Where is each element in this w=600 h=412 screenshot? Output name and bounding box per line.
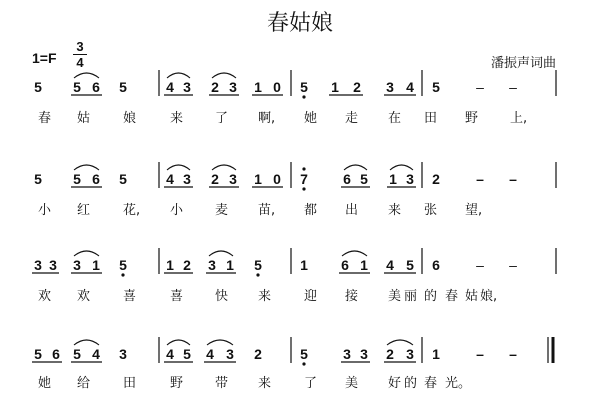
sustain-dash: – [476,257,484,273]
lyric-character: 美 [345,376,359,391]
lyric-character: 来 [258,289,272,304]
slur [74,251,99,256]
slur [74,73,99,78]
lyric-character: 姑 [465,289,479,304]
note-number: 6 [92,79,100,95]
note-number: 5 [119,79,127,95]
note-number: 5 [73,79,81,95]
lyric-character: 张 [424,203,438,218]
note-number: 2 [254,346,262,362]
note-number: 1 [254,79,262,95]
note-number: 3 [229,79,237,95]
lyric-character: 田 [424,111,438,126]
note-number: 0 [273,79,281,95]
note-number: 3 [183,79,191,95]
lyric-character: 喜 [123,289,137,304]
note-number: 3 [49,257,57,273]
note-number: 1 [92,257,100,273]
lyric-character: 花, [123,203,141,218]
note-number: 4 [92,346,100,362]
note-number: 5 [406,257,414,273]
note-number: 5 [73,171,81,187]
note-number: – [476,346,484,362]
sustain-dash: – [509,257,517,273]
lyric-character: 来 [170,111,184,126]
slur [167,340,190,345]
note-number: 2 [386,346,394,362]
octave-down-dot [302,95,305,98]
note-number: 6 [432,257,440,273]
note-number: 2 [432,171,440,187]
slur [387,340,413,345]
lyric-character: 田 [123,376,137,391]
slur [207,340,233,345]
lyric-character: 出 [345,203,359,218]
note-number: 3 [343,346,351,362]
note-number: 1 [254,171,262,187]
note-number: 4 [166,346,174,362]
octave-down-dot [302,362,305,365]
lyric-character: 苗, [258,203,276,218]
lyric-character: 了 [304,376,318,391]
sustain-dash: – [476,79,484,95]
slur [167,165,190,170]
note-number: 1 [432,346,440,362]
note-number: 3 [34,257,42,273]
lyric-character: 了 [215,111,229,126]
slur [212,165,236,170]
slur [74,165,99,170]
lyric-character: 野 [170,376,184,391]
note-number: – [509,346,517,362]
song-title: 春姑娘 [266,11,333,36]
lyric-character: 快 [215,289,229,304]
note-number: 3 [208,257,216,273]
note-number: 5 [360,171,368,187]
slur [167,73,190,78]
note-number: 2 [211,171,219,187]
note-number: 4 [406,79,414,95]
key-signature: 1=F [32,50,57,66]
lyric-character: 她 [38,376,52,391]
time-signature-top: 3 [76,39,84,54]
lyric-character: 喜 [170,289,184,304]
credit-composer: 潘振声词曲 [490,56,556,71]
lyric-character: 光。 [445,376,472,391]
lyric-character: 欢 [77,289,91,304]
slur [344,165,367,170]
note-number: 3 [183,171,191,187]
note-number: 5 [119,257,127,273]
lyric-character: 来 [388,203,402,218]
note-number: 7 [300,171,308,187]
lyric-character: 她 [304,111,318,126]
lyric-character: 望, [465,203,483,218]
lyric-character: 接 [345,289,359,304]
note-number: 1 [331,79,339,95]
lyric-character: 带 [215,376,229,391]
lyric-character: 欢 [38,289,52,304]
note-number: 3 [406,346,414,362]
lyric-character: 美 [388,289,402,304]
note-number: 3 [73,257,81,273]
note-number: 2 [211,79,219,95]
note-number: – [509,171,517,187]
slur [212,73,236,78]
lyric-character: 春 [38,111,52,126]
lyric-character: 给 [77,376,91,391]
note-number: 5 [73,346,81,362]
lyric-character: 小 [170,203,184,218]
note-number: 6 [341,257,349,273]
lyric-character: 小 [38,203,52,218]
lyric-character: 娘 [123,111,137,126]
octave-down-dot [121,273,124,276]
lyric-character: 迎 [304,289,318,304]
time-signature-bottom: 4 [76,55,84,70]
note-number: 1 [226,257,234,273]
slur [390,165,413,170]
lyric-character: 好 [388,376,402,391]
note-number: 2 [353,79,361,95]
note-number: 5 [34,79,42,95]
note-number: 6 [92,171,100,187]
lyric-character: 走 [345,111,359,126]
note-number: 5 [34,171,42,187]
slur [342,251,367,256]
note-number: – [476,171,484,187]
note-number: 3 [406,171,414,187]
lyric-character: 啊, [258,111,276,126]
note-number: 1 [360,257,368,273]
lyric-character: 上, [510,111,528,126]
octave-down-dot [256,273,259,276]
note-number: 6 [52,346,60,362]
note-number: 5 [183,346,191,362]
note-number: 2 [183,257,191,273]
note-number: 3 [360,346,368,362]
lyric-character: 丽 [404,289,418,304]
lyric-character: 红 [77,203,91,218]
note-number: 4 [206,346,214,362]
slur [209,251,233,256]
lyric-character: 来 [258,376,272,391]
lyric-character: 野 [465,111,479,126]
note-number: 1 [300,257,308,273]
lyric-character: 姑 [77,111,91,126]
lyric-character: 春 [445,289,459,304]
note-number: 5 [254,257,262,273]
note-number: 5 [300,79,308,95]
note-number: 4 [166,79,174,95]
note-number: 3 [229,171,237,187]
lyric-character: 的 [424,289,438,304]
lyric-character: 娘, [480,289,498,304]
note-number: 4 [166,171,174,187]
sustain-dash: – [509,79,517,95]
note-number: 3 [119,346,127,362]
octave-down-dot [302,187,305,190]
note-number: 5 [119,171,127,187]
lyric-character: 的 [404,376,418,391]
lyric-character: 在 [388,111,402,126]
octave-up-dot [302,167,305,170]
note-number: 0 [273,171,281,187]
note-number: 3 [226,346,234,362]
lyric-character: 都 [304,203,318,218]
lyric-character: 麦 [215,203,229,218]
note-number: 4 [386,257,394,273]
note-number: 5 [34,346,42,362]
note-number: 1 [389,171,397,187]
note-number: 5 [432,79,440,95]
note-number: 3 [386,79,394,95]
note-number: 1 [166,257,174,273]
note-number: 5 [300,346,308,362]
slur [74,340,99,345]
lyric-character: 春 [424,376,438,391]
note-number: 6 [343,171,351,187]
